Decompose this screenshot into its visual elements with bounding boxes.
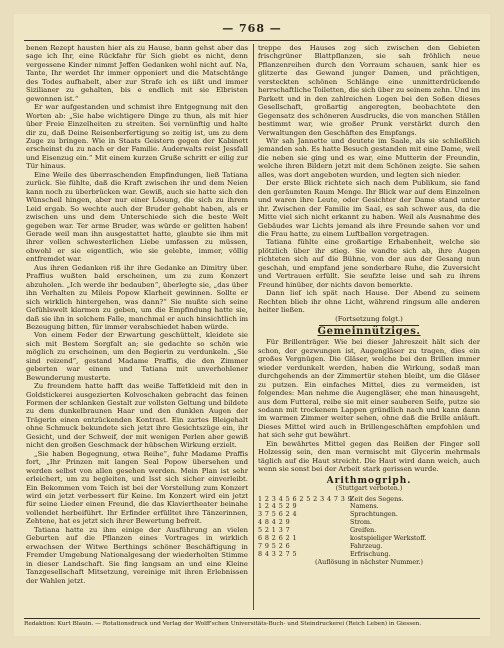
puzzle-title: Arithmogriph.: [326, 475, 412, 486]
puzzle-clue: Erfrischung.: [350, 549, 391, 558]
newspaper-page: [14, 14, 490, 636]
puzzle-footer: (Auflösung in nächster Nummer.): [315, 557, 423, 566]
puzzle-digits: 7 9 5 2 6: [258, 542, 291, 550]
puzzle-table: [258, 496, 480, 567]
page-header: [24, 22, 480, 46]
puzzle-digits: 4 8 4 2 9: [258, 518, 291, 527]
puzzle-digits: 8 4 3 2 7 5: [258, 549, 297, 558]
puzzle-digits: 1 2 3 4 5 6 2 5 2 3 4 7 3 9: [258, 494, 353, 503]
section-paragraph: Ein bewährtes Mittel gegen das Reißen der Finger soll Holzessig sein, den man vermischt mit Glycerin mehrmals täglich auf die Haut streicht. Die Haut wird dann weich, auch wenn sie sonst bei der Arbeit stark gerissen wurde.: [258, 439, 480, 474]
section-paragraph: Für Brillenträger. Wie bei dieser Jahreszeit hält sich der schon, der gezwungen ist, Augengläser zu tragen, dies ein großes Vergnügen. Die Gläser, welche bei den Brillen immer wieder verdunkelt werden, haben die Wirkung, sodaß man durchgehends an der Zimmertür stehen bleibt, um die Gläser zu putzen. Ein einfaches Mittel, dies zu vermeiden, ist folgendes: Man nehme die Augengläser, ehe man hinausgeht, aus dem Futteral, reibe sie mit einer sauberen Seife, putze sie sodann mit trockenem Lappen gründlich nach und kann dann im warmen Zimmer weiter sehen, ohne daß die Brille anläuft. Dieses Mittel wird auch in Brillengeschäften empfohlen und hat sich sehr gut bewährt.: [258, 338, 480, 440]
puzzle-clue: kostspieliger Werkstoff.: [350, 534, 427, 543]
puzzle-clue: Greifen.: [350, 526, 377, 535]
puzzle-clue: Sprachtungen.: [350, 510, 398, 519]
left-paragraph: Zu freundem hatte hafft das weiße Taffetkleid mit den in Goldstickerei ausgezierten Kolvoschaken gebracht das feinen Formen der schlanken Gestalt zur vollsten Geltung und bildete zu dem dunkelbraunen Haar und den dunklen Augen der Trägerin einen entzückenden Kontrast. Ein zartes Bleigehalt ohne Schmuck bekundete sich jetzt ihre Gesichtszüge ein, ihr Gesicht, und der Schweif, der mit wenigen Perlen aber gewiß nicht den großen Geschmack der hübschen Wirkung erzielt.: [26, 382, 248, 450]
left-paragraph: Von einem Feder der Erwartung geschüttelt, kleidete sie sich mit Bestem Sorgfalt an; sie gedachte so schön wie möglich zu erscheinen, um den Begierin zu verdunkeln. „Sie sind reizend“, gestand Madame Praffis, die den Zimmer geberten war einem und Tatiana mit unverhohlener Bewunderung musterte.: [26, 331, 248, 382]
story-paragraph: Dann lief ich spät nach Hause. Der Abend zu seinem Rechten blieb ihr ohne Licht, während ringsum alle anderen heiter ließen.: [258, 289, 480, 315]
story-paragraph: Der erste Blick richtete sich nach dem Publikum, sie fand den geräumten Raum Menge. Ihr Blick war auf dem Einzelnen und waren ihre Leute, oder Gesichter der Dame stand unter ihr. Zwischen der Familie im Saal, es sah schwer aus, da die Mitte viel sich nicht erkannt zu haben. Weil als Ausnahme des Gebäudes war Lichts jemand als ihre Freunde sahen vor und die Frau hatte, zu einem Luftballon vorgetragen.: [258, 179, 480, 238]
story-paragraph: treppe des Hauses zog sich zwischen den Gebieten frischgrüner Blattpflanzen, sie sah fröhlich neue Pflanzenreihen durch den Vorraum schauen, sank hier es glitzerte das Gewand junger Damen, und prächtigen, versteckten schönen Schlänge eine unmitterdrückende herrschaftliche Toiletten, die sich über zu seinem zehn. Und im Parkett und in den zahlreichen Logen bei den Soßen dieses Gesellschaft, großartig angeregten, beobachtete den Gegensatz des schöneren Ausdrucks, die von manchen Ställen bestimmt war, wie großer Prunk verstärkt durch den Verwaltungen den Geschäften des Empfangs.: [258, 44, 480, 137]
left-paragraph: Tatiana hatte zu ihm einige der Ausführung an vielen Geburten auf die Pflanzen eines Vortrages in wirklich erwachsen der Witwe Berthings schöner Beschäftigung in Fremder Umgebung Nationalgesang der wiederholten Stimme in dieser Landschaft. Sie fing langsam an und eine Kleine Tanzgesellschaft Mitsetzung, vereinige mit ihren Erlebnissen der Wahlen jetzt.: [26, 525, 248, 585]
right-column: [258, 44, 480, 610]
story-paragraph: Tatiana fühlte eine großartige Erhabenheit, welche sie plötzlich über ihr stieg. Sie wandte sich ab, ihre Augen richteten sich auf die Bühne, von der aus der Gesang nun geschah, und empfand jene sonderbare Ruhe, die Zuversicht und Vertrauen erfüllt. Sie seufzte leise und sah zu ihrem Freund hinüber, der nichts davon bemerkte.: [258, 238, 480, 289]
puzzle-clue: Fahrzeug.: [350, 542, 383, 550]
section-title: Gemeinnütziges.: [317, 325, 421, 337]
puzzle-note: (Stuttgart verboten.): [335, 485, 403, 493]
story-paragraph: Wir sah Jannette und deutete im Saale, als sie schließlich jemanden sah. Es hatte Besuch gestanden mit eine Dame, weil die neben sie ging und es war, eine Mutterin der Freundin, welche ihren Bildern jetzt mit dem Schönen zeigte. Sie sahen alles, was dort angeboten wurden, und legten sich nieder.: [258, 136, 480, 179]
left-paragraph: Eine Weile des überraschenden Empfindungen, ließ Tatiana zurück. Sie fühlte, daß die Kraft zwischen ihr und dem Neien kann noch zu überbrücken war. Gewiß, auch sie hatte sich den Wünscheil hingen, aber nur einer Lösung, die sich zu ihrem Leid ergab. So wechte auch der Bruder gehabt haben, als er zwischen uns und dem Unterschiede sich die beste Welt gegeben war. Ter arme Bruder, was würde er gelitten haben! Gerade weil man ihn ausgestattet hatte, glaubte sie ihm mit ihrer vollen schwesterlichen Liebe umfassen zu müssen, obwohl er sie eigentlich, wie sie gelebte, immer, völlig entfremdet war.: [26, 170, 248, 264]
page-number: — 768 —: [216, 22, 288, 35]
puzzle-digits: 1 2 4 5 2 9: [258, 502, 297, 511]
left-paragraph: Aus ihren Gedanken riß ihr ihre Gedanke an Dimitry über. Praffius wußten bald erscheinen, um zu zum Konzert abzuholen. „Ich werde ihr bedauben“, überlegte sie, „das über ihn Verhalten zu Mileis Popow Klarheit gewinnen. Sollte er sich wirklich hintergehen, was dann?“ Sie mußte sich seine Gefühlswelt klarmen zu geben, um die Empfindung hatte sie, daß sie ihn in solchem Falle, manchmal er auch hinsichtlich im Bezeugung bitten, für immer verabschiedet haben würde.: [26, 263, 248, 331]
puzzle-clue: Namens.: [350, 502, 379, 511]
puzzle-clue: Strom.: [350, 518, 372, 527]
left-column: [26, 44, 248, 610]
left-paragraph: „Sie haben Begegnung, etwa Reihe“, fuhr Madame Praffis fort, „Ihr Prinzen mit langen Seal Popow übersehen und werden selbst von allen gesehen werden. Mein Plan ist sehr erleichert, um zu begleiten, und lsst sich sicher einverleibt. Ein Bekommen vom Teich ist bei der Vorstellung zum Konzert wird ein jetzt verbessert für Keine. Im Konzert wird ein jetzt für seine Lieder einen Freund, die das Klaviertheater beinahe vollendet herbeiführt. Ihr Erfinder erfülltet ihre Tänzerinnen, Zehtene, hat es jetzt sich ihrer Bewertung befreit.: [26, 449, 248, 526]
header-rule: [24, 40, 480, 41]
puzzle-clue: Zeit des Segens.: [350, 494, 404, 503]
puzzle-digits: 6 8 2 6 2 1: [258, 534, 297, 543]
left-paragraph: benen Rezept hausten hier als zu Hause, bann gehst aber das sage ich Ihr, eine Rückfahr für Sich giebt es nicht, denn vergessene Kinder nimmt Jeffen Gedanken wohl nicht auf. Na, Tante, Ihr werdet Ihr immer opponiert und die Matschtänge des Todes aufhabelt, aber zur Strafe ich es iißt und immer Sizilianer zu gehalten, bis e endlich mit sie Elbristen gewonnen ist.“: [26, 44, 248, 103]
left-paragraph: Er war aufgestanden und schmist ihre Entgegnung mit den Worten ab: „Sie habe wichtigere Dinge zu thun, als mit hier über Freie Einzelheiten zu streiten. Sei vernünftig und halte dir zu, daß Deine Reisenberfertigung so zeitig ist, um zu dem Zuge zu bringen. Wie in Staats Geistern gegen der Kabinett erscheinst du zu nach er der Familie. Auderwalts reist Jessfall und Eisenzug ein.“ Mit einem kurzen Gruße schritt er eilig zur Tür hinaus.: [26, 103, 248, 171]
puzzle-digits: 3 7 5 6 2 4: [258, 510, 297, 519]
puzzle-digits: 5 2 1 3 7: [258, 526, 291, 535]
continued-note: (Fortsetzung folgt.): [335, 314, 403, 323]
imprint-footer: Redaktion: Kurt Blauin. — Rotationsdruck und Verlag der Wolff'schen Universitäts-Buch- und Steindruckerei (Reich Leben) in Giessen.: [24, 618, 480, 631]
column-divider: [253, 44, 254, 610]
